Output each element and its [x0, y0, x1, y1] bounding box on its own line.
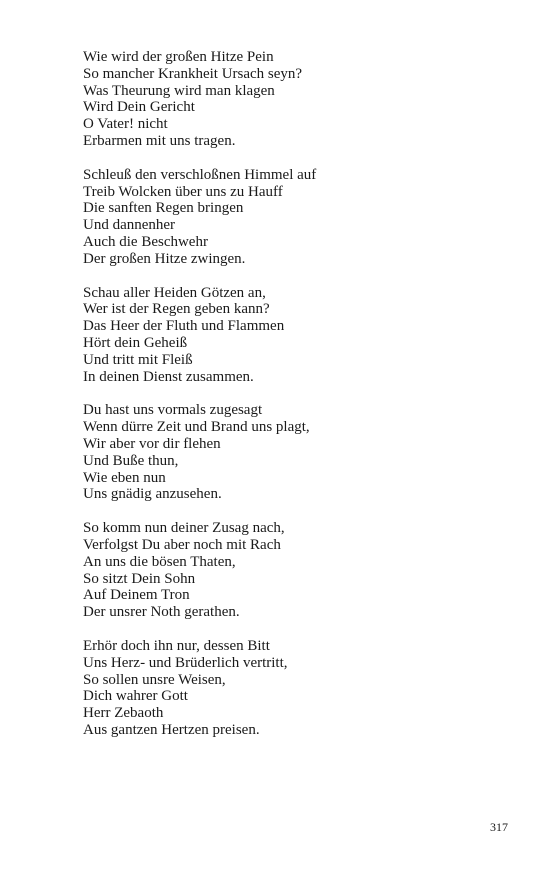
poem-line: Wie wird der großen Hitze Pein: [83, 49, 274, 65]
poem-line: Der unsrer Noth gerathen.: [83, 604, 240, 621]
poem-line: Aus gantzen Hertzen preisen.: [83, 721, 260, 738]
poem-line: Du hast uns vormals zugesagt: [83, 402, 263, 419]
stanza-5: [83, 520, 523, 621]
poem-line: Der großen Hitze zwingen.: [83, 250, 246, 267]
poem-line: Wer ist der Regen geben kann?: [83, 301, 270, 318]
poem-line: Uns Herz- und Brüderlich vertritt,: [83, 654, 288, 671]
page-number: 317: [490, 820, 508, 834]
poem-line: An uns die bösen Thaten,: [83, 553, 236, 570]
poem-line: Hört dein Geheiß: [83, 334, 188, 351]
poem-line: Und tritt mit Fleiß: [83, 351, 193, 368]
poem-line: So sitzt Dein Sohn: [83, 570, 196, 587]
poem-line: Herr Zebaoth: [83, 705, 164, 722]
poem-line: Erbarmen mit uns tragen.: [83, 132, 236, 149]
stanza-2: [83, 167, 523, 268]
poem-line: Wenn dürre Zeit und Brand uns plagt,: [83, 419, 310, 436]
stanza-4: [83, 402, 523, 503]
poem-line: Die sanften Regen bringen: [83, 200, 244, 217]
poem-line: So sollen unsre Weisen,: [83, 671, 226, 688]
poem-line: Wie eben nun: [83, 469, 166, 486]
poem-line: Verfolgst Du aber noch mit Rach: [83, 536, 281, 553]
poem-line: Uns gnädig anzusehen.: [83, 486, 222, 503]
poem-line: Was Theurung wird man klagen: [83, 82, 275, 99]
poem-line: Dich wahrer Gott: [83, 688, 188, 705]
poem-line: O Vater! nicht: [83, 116, 168, 133]
poem-line: Und dannenher: [83, 217, 176, 234]
poem-line: Auf Deinem Tron: [83, 587, 190, 604]
poem-line: Schleuß den verschloßnen Himmel auf: [83, 166, 317, 183]
poem-line: Wird Dein Gericht: [83, 99, 195, 116]
poem-line: Treib Wolcken über uns zu Hauff: [83, 183, 283, 200]
stanza-6: [83, 638, 523, 739]
stanza-3: [83, 285, 523, 386]
poem-line: Auch die Beschwehr: [83, 233, 208, 250]
poem-line: Schau aller Heiden Götzen an,: [83, 284, 266, 301]
poem-line: So mancher Krankheit Ursach seyn?: [83, 65, 303, 82]
poem-line: So komm nun deiner Zusag nach,: [83, 520, 285, 537]
poem-line: Das Heer der Fluth und Flammen: [83, 318, 285, 335]
poem-line: Und Buße thun,: [83, 452, 179, 469]
poem-line: Erhör doch ihn nur, dessen Bitt: [83, 637, 270, 654]
poem: [83, 49, 523, 756]
poem-line: In deinen Dienst zusammen.: [83, 368, 254, 385]
stanza-1: [83, 49, 523, 150]
poem-line: Wir aber vor dir flehen: [83, 435, 221, 452]
